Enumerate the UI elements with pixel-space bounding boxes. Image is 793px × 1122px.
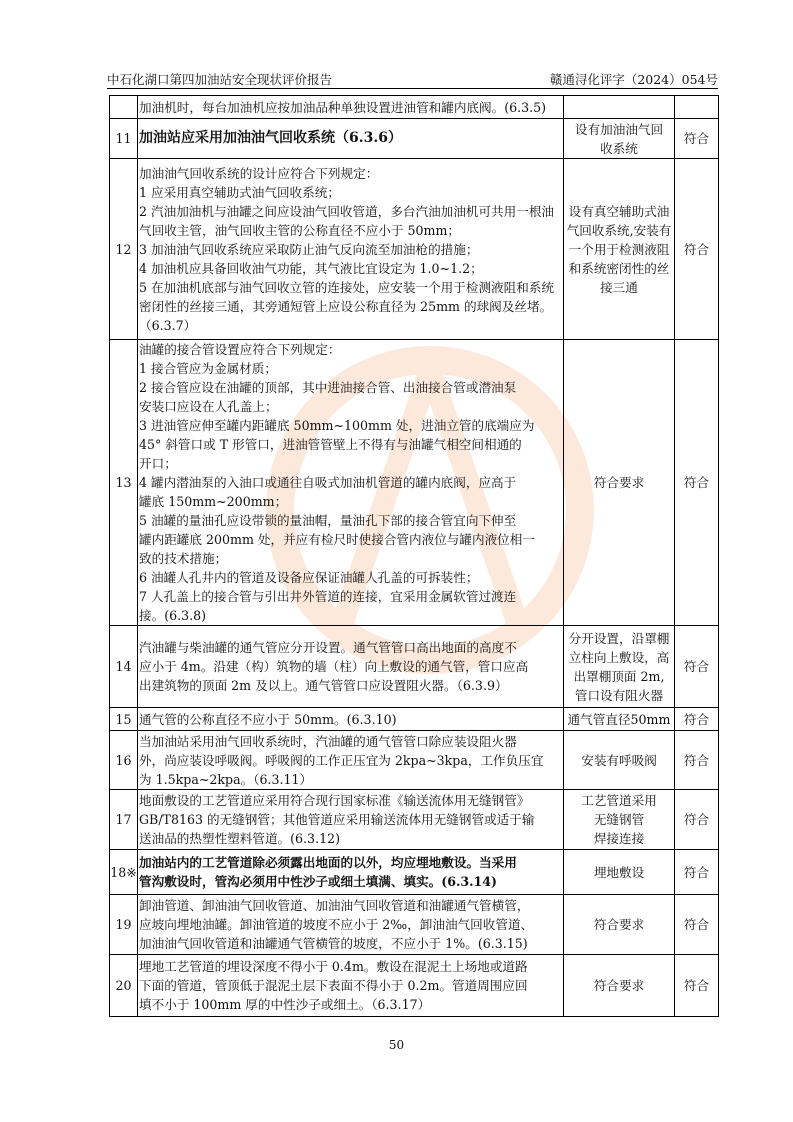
- requirement-line: 加油油气回收系统的设计应符合下列规定：: [139, 165, 379, 181]
- actual-condition: [564, 850, 675, 895]
- verdict: 符合: [675, 850, 719, 895]
- verdict: 符合: [675, 708, 719, 731]
- condition-line: 收系统: [600, 140, 638, 156]
- actual-condition: [564, 96, 675, 119]
- table-row: [110, 850, 719, 895]
- requirement-line: 密闭性的丝接三通，其旁通短管上应设公称直径为 25mm 的球阀及丝堵。: [139, 298, 553, 314]
- row-number: [110, 96, 138, 119]
- actual-condition: [564, 159, 675, 340]
- actual-condition: [564, 708, 675, 731]
- table-row: [110, 340, 719, 626]
- requirement-line: 气回收主管，油气回收主管的公称直径不应小于 50mm；: [139, 222, 460, 238]
- table-row: [110, 119, 719, 159]
- requirement-text: [138, 895, 564, 955]
- requirement-line: 埋地工艺管道的埋设深度不得小于 0.4m。敷设在混泥土上场地或道路: [139, 959, 528, 974]
- actual-condition: [564, 955, 675, 1017]
- condition-line: 分开设置，沿罩棚: [568, 630, 670, 646]
- requirement-line: 45° 斜管口或 T 形管口，进油管管壁上不得有与油罐气相空间相通的: [139, 437, 522, 452]
- requirement-line: 加油站内的工艺管道除必须露出地面的以外，均应埋地敷设。当采用: [139, 855, 517, 870]
- report-title: 中石化湖口第四加油站安全现状评价报告: [107, 72, 333, 87]
- condition-line: 符合要求: [593, 917, 645, 932]
- table-row: [110, 708, 719, 731]
- condition-line: 出罩棚顶面 2m,: [573, 668, 665, 684]
- requirement-text: [138, 790, 564, 850]
- actual-condition: [564, 731, 675, 790]
- requirement-line: 接。(6.3.8): [139, 608, 207, 623]
- requirement-line: 管沟敷设时，管沟必须用中性沙子或细土填满、填实。(6.3.14): [139, 874, 497, 889]
- verdict: [675, 96, 719, 119]
- requirement-line: GB/T8163 的无缝钢管；其他管道应采用输送流体用无缝钢管或适于输: [139, 812, 535, 827]
- requirement-line: 1 应采用真空辅助式油气回收系统；: [139, 184, 340, 200]
- inspection-table: [109, 95, 719, 1017]
- requirement-line: 2 接合管应设在油罐的顶部，其中进油接合管、出油接合管或潜油泵: [139, 380, 517, 395]
- condition-line: 符合要求: [593, 978, 645, 993]
- actual-condition: [564, 119, 675, 159]
- verdict: 符合: [675, 340, 719, 626]
- condition-line: 和系统密闭性的丝: [568, 260, 670, 276]
- requirement-text: [138, 626, 564, 708]
- condition-line: 一个用于检测液阻: [568, 241, 670, 257]
- requirement-line: 油罐的接合管设置应符合下列规定：: [139, 342, 341, 357]
- table-row: [110, 731, 719, 790]
- requirement-text: [138, 340, 564, 626]
- requirement-line: 地面敷设的工艺管道应采用符合现行国家标准《输送流体用无缝钢管》: [139, 793, 530, 808]
- condition-line: 接三通: [600, 279, 638, 295]
- requirement-text: [138, 96, 564, 119]
- condition-line: 设有真空辅助式油: [568, 203, 670, 219]
- row-number: 17: [110, 790, 138, 850]
- report-number: 赣通浔化评字（2024）054号: [549, 72, 718, 87]
- table-row: [110, 955, 719, 1017]
- row-number: 18※: [110, 850, 138, 895]
- row-number: 16: [110, 731, 138, 790]
- actual-condition: [564, 895, 675, 955]
- condition-line: 管口设有阻火器: [574, 687, 664, 703]
- condition-line: 立柱向上敷设，高: [568, 649, 670, 665]
- requirement-line: 通气管的公称直径不应小于 50mm。(6.3.10): [139, 711, 397, 727]
- requirement-line: 1 接合管应为金属材质；: [139, 361, 277, 376]
- requirement-line: 4 加油机应具备回收油气功能，其气液比宜设定为 1.0~1.2；: [139, 260, 483, 276]
- row-number: 19: [110, 895, 138, 955]
- table-row: [110, 790, 719, 850]
- requirement-line: 加油机时，每台加油机应按加油品种单独设置进油管和罐内底阀。(6.3.5): [139, 99, 547, 115]
- requirement-line: 为 1.5kpa~2kpa。（6.3.11）: [139, 771, 313, 787]
- table-row: [110, 895, 719, 955]
- actual-condition: [564, 340, 675, 626]
- verdict: 符合: [675, 159, 719, 340]
- table-row: [110, 159, 719, 340]
- requirement-line: 3 进油管应伸至罐内距罐底 50mm~100mm 处，进油立管的底端应为: [139, 418, 535, 433]
- requirement-line: 应小于 4m。沿建（构）筑物的墙（柱）向上敷设的通气管，管口应高: [139, 659, 529, 674]
- condition-line: 设有加油油气回: [574, 121, 664, 137]
- page-header: [107, 70, 718, 89]
- requirement-text: [138, 850, 564, 895]
- row-number: 20: [110, 955, 138, 1017]
- requirement-line: 卸油管道、卸油油气回收管道、加油油气回收管道和油罐通气管横管，: [139, 898, 530, 913]
- requirement-text: [138, 708, 564, 731]
- requirement-line: 安装口应设在人孔盖上；: [139, 399, 278, 414]
- requirement-line: 填不小于 100mm 厚的中性沙子或细土。（6.3.17）: [139, 997, 431, 1012]
- requirement-line: 开口；: [139, 456, 177, 471]
- requirement-line: 6 油罐人孔井内的管道及设备应保证油罐人孔盖的可拆装性；: [139, 570, 479, 585]
- requirement-line: 致的技术措施；: [139, 551, 228, 566]
- requirement-line: 7 人孔盖上的接合管与引出井外管道的连接，宜采用金属软管过渡连: [139, 589, 517, 604]
- verdict: 符合: [675, 731, 719, 790]
- requirement-text: [138, 119, 564, 159]
- verdict: 符合: [675, 790, 719, 850]
- requirement-line: 加油油气回收管道和油罐通气管横管的坡度，不应小于 1%。(6.3.15): [139, 936, 528, 951]
- page-number: 50: [388, 1038, 405, 1052]
- requirement-line: （6.3.7）: [139, 317, 197, 333]
- requirement-line: 下面的管道，管顶低于混泥土层下表面不得小于 0.2m。管道周围应回: [139, 978, 528, 993]
- requirement-line: 4 罐内潜油泵的入油口或通往自吸式加油机管道的罐内底阀，应高于: [139, 475, 517, 490]
- verdict: 符合: [675, 955, 719, 1017]
- requirement-line: 罐内距罐底 200mm 处，并应有检尺时使接合管内液位与罐内液位相一: [139, 532, 535, 547]
- requirement-line: 罐底 150mm~200mm；: [139, 494, 288, 509]
- requirement-line: 出建筑物的顶面 2m 及以上。通气管管口应设置阻火器。（6.3.9）: [139, 678, 508, 693]
- verdict: 符合: [675, 895, 719, 955]
- requirement-line: 汽油罐与柴油罐的通气管应分开设置。通气管管口高出地面的高度不: [139, 640, 517, 655]
- table-row: [110, 96, 719, 119]
- requirement-text: [138, 159, 564, 340]
- requirement-line: 5 油罐的量油孔应设带锁的量油帽，量油孔下部的接合管宜向下伸至: [139, 513, 517, 528]
- condition-line: 工艺管道采用: [581, 793, 657, 808]
- requirement-line: 5 在加油机底部与油气回收立管的连接处，应安装一个用于检测液阻和系统: [139, 279, 555, 295]
- verdict: 符合: [675, 119, 719, 159]
- requirement-line: 2 汽油加油机与油罐之间应设油气回收管道，多台汽油加油机可共用一根油: [139, 203, 555, 219]
- requirement-line: 3 加油油气回收系统应采取防止油气反向流至加油枪的措施；: [139, 241, 479, 257]
- requirement-text: [138, 731, 564, 790]
- condition-line: 埋地敷设: [593, 864, 645, 880]
- condition-line: 焊接连接: [593, 831, 645, 846]
- condition-line: 无缝钢管: [593, 812, 645, 827]
- condition-line: 通气管直径50mm: [567, 711, 671, 727]
- row-number: 11: [110, 119, 138, 159]
- actual-condition: [564, 790, 675, 850]
- requirement-line: 当加油站采用油气回收系统时，汽油罐的通气管管口除应装设阻火器: [139, 733, 517, 749]
- verdict: 符合: [675, 626, 719, 708]
- requirement-line: 外，尚应装设呼吸阀。呼吸阀的工作正压宜为 2kpa~3kpa，工作负压宜: [139, 752, 544, 768]
- requirement-text: [138, 955, 564, 1017]
- actual-condition: [564, 626, 675, 708]
- requirement-line: 送油品的热塑性塑料管道。(6.3.12): [139, 831, 341, 846]
- table-row: [110, 626, 719, 708]
- condition-line: 安装有呼吸阀: [581, 752, 657, 768]
- requirement-line: 加油站应采用加油油气回收系统（6.3.6）: [139, 130, 402, 146]
- row-number: 12: [110, 159, 138, 340]
- condition-line: 气回收系统,安装有: [566, 222, 672, 238]
- row-number: 13: [110, 340, 138, 626]
- row-number: 14: [110, 626, 138, 708]
- row-number: 15: [110, 708, 138, 731]
- requirement-line: 应坡向埋地油罐。卸油管道的坡度不应小于 2‰，卸油油气回收管道、: [139, 917, 534, 932]
- condition-line: 符合要求: [593, 475, 645, 490]
